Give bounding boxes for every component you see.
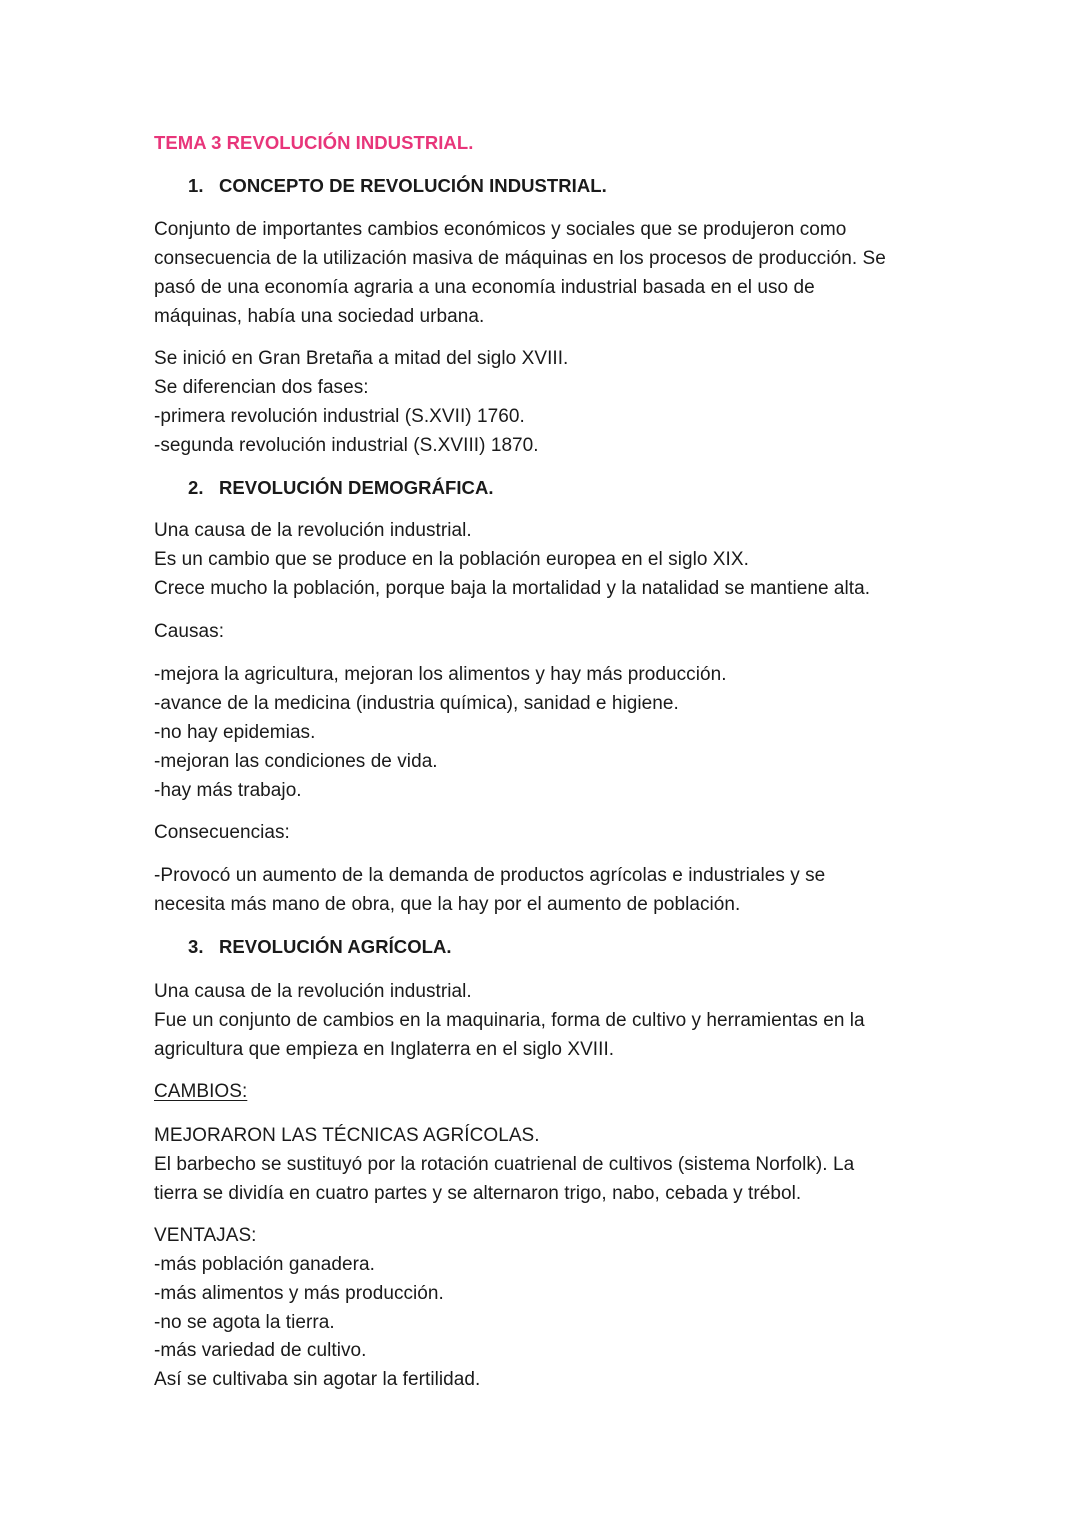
list-item: -más variedad de cultivo. xyxy=(154,1340,367,1361)
list-item: -hay más trabajo. xyxy=(154,780,302,801)
text-line: Es un cambio que se produce en la población europea en el siglo XIX. xyxy=(154,549,749,570)
text-line: Se diferencian dos fases: xyxy=(154,377,369,398)
paragraph-line: Conjunto de importantes cambios económicos y sociales que se produjeron como xyxy=(154,219,847,240)
list-item: -más alimentos y más producción. xyxy=(154,1283,444,1304)
section-heading-text: CONCEPTO DE REVOLUCIÓN INDUSTRIAL. xyxy=(219,175,607,196)
paragraph-line: consecuencia de la utilización masiva de máquinas en los procesos de producción. Se xyxy=(154,248,886,269)
paragraph-line: tierra se dividía en cuatro partes y se alternaron trigo, nabo, cebada y trébol. xyxy=(154,1183,802,1204)
section-heading-1 xyxy=(188,177,607,196)
paragraph-line: necesita más mano de obra, que la hay por el aumento de población. xyxy=(154,894,741,915)
text-line: Una causa de la revolución industrial. xyxy=(154,520,472,541)
section-number: 2. xyxy=(188,477,204,498)
list-item: -no hay epidemias. xyxy=(154,722,316,743)
list-item: -más población ganadera. xyxy=(154,1254,375,1275)
causes-label: Causas: xyxy=(154,621,225,642)
section-number: 3. xyxy=(188,936,204,957)
list-item: -mejora la agricultura, mejoran los alimentos y hay más producción. xyxy=(154,664,727,685)
section-heading-3 xyxy=(188,938,452,957)
closing-line: Así se cultivaba sin agotar la fertilidad. xyxy=(154,1369,481,1390)
list-item: -no se agota la tierra. xyxy=(154,1312,335,1333)
paragraph-line: máquinas, había una sociedad urbana. xyxy=(154,306,485,327)
text-line: Una causa de la revolución industrial. xyxy=(154,981,472,1002)
consequences-label: Consecuencias: xyxy=(154,822,290,843)
paragraph-line: pasó de una economía agraria a una economía industrial basada en el uso de xyxy=(154,277,815,298)
advantages-label: VENTAJAS: xyxy=(154,1225,257,1246)
list-item: -segunda revolución industrial (S.XVIII) 1870. xyxy=(154,435,539,456)
section-heading-text: REVOLUCIÓN AGRÍCOLA. xyxy=(219,936,452,957)
section-heading-2 xyxy=(188,479,494,498)
document-title: TEMA 3 REVOLUCIÓN INDUSTRIAL. xyxy=(154,132,474,153)
changes-label: CAMBIOS: xyxy=(154,1081,248,1102)
section-heading-text: REVOLUCIÓN DEMOGRÁFICA. xyxy=(219,477,494,498)
text-line: Fue un conjunto de cambios en la maquinaria, forma de cultivo y herramientas en la xyxy=(154,1010,865,1031)
list-item: -avance de la medicina (industria química), sanidad e higiene. xyxy=(154,693,679,714)
list-item: -mejoran las condiciones de vida. xyxy=(154,751,438,772)
list-item: -primera revolución industrial (S.XVII) 1760. xyxy=(154,406,525,427)
text-line: MEJORARON LAS TÉCNICAS AGRÍCOLAS. xyxy=(154,1125,540,1146)
paragraph-line: El barbecho se sustituyó por la rotación cuatrienal de cultivos (sistema Norfolk). La xyxy=(154,1154,855,1175)
text-line: agricultura que empieza en Inglaterra en el siglo XVIII. xyxy=(154,1039,615,1060)
paragraph-line: -Provocó un aumento de la demanda de productos agrícolas e industriales y se xyxy=(154,865,826,886)
text-line: Se inició en Gran Bretaña a mitad del siglo XVIII. xyxy=(154,348,569,369)
text-line: Crece mucho la población, porque baja la mortalidad y la natalidad se mantiene alta. xyxy=(154,578,871,599)
section-number: 1. xyxy=(188,175,204,196)
